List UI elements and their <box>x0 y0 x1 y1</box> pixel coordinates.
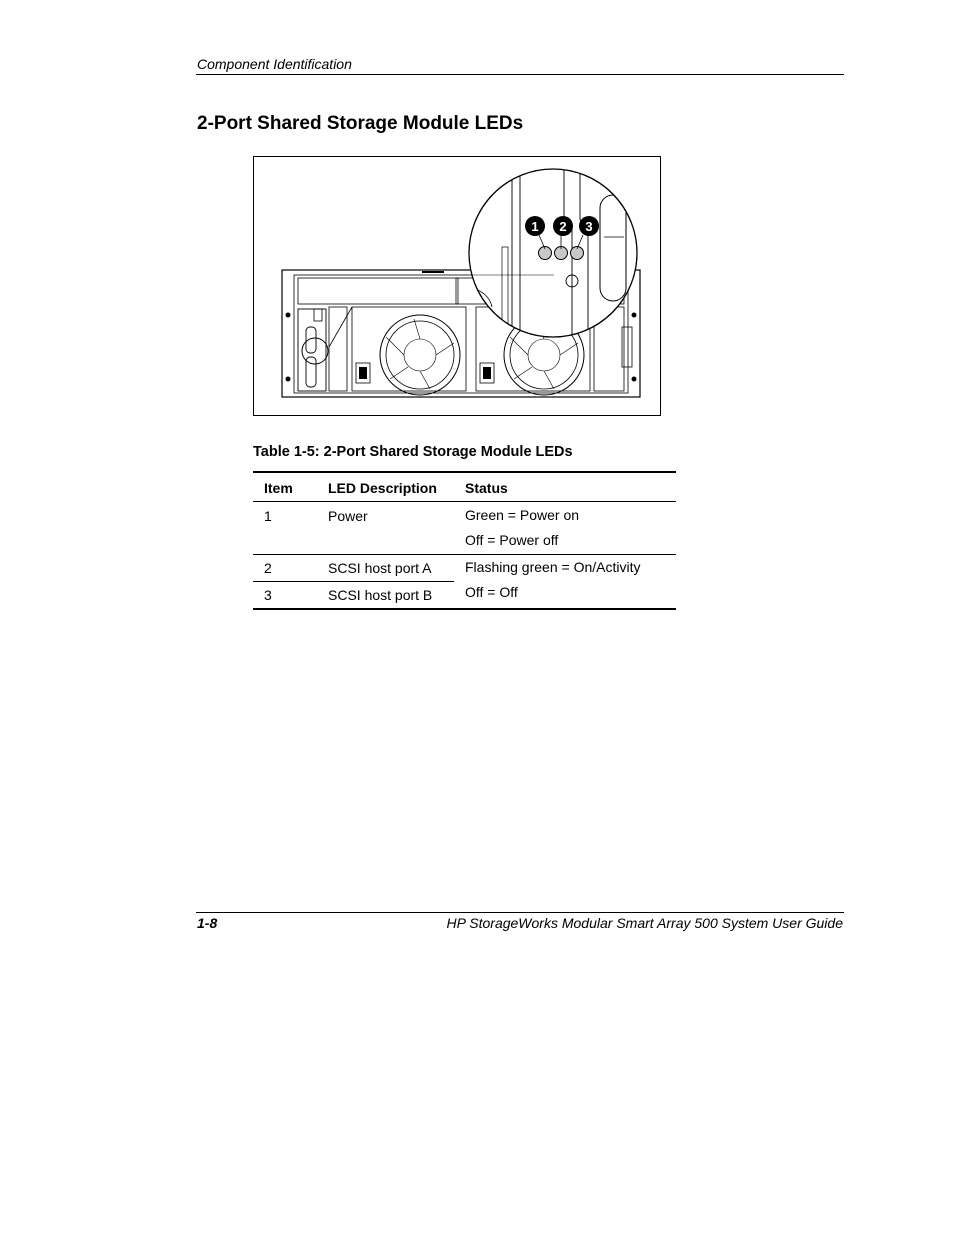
cell-item: 1 <box>264 508 272 524</box>
footer-rule <box>196 912 844 913</box>
header-rule <box>196 74 844 75</box>
column-header-description: LED Description <box>317 472 454 502</box>
column-header-status: Status <box>454 472 676 502</box>
table-row <box>253 555 676 582</box>
status-line: Off = Off <box>465 584 518 600</box>
table-row <box>253 502 676 555</box>
status-line: Off = Power off <box>465 532 559 548</box>
cell-status <box>454 555 676 610</box>
status-line: Green = Power on <box>465 507 580 523</box>
cell-description: SCSI host port A <box>317 555 454 582</box>
document-title: HP StorageWorks Modular Smart Array 500 System User Guide <box>446 915 843 931</box>
table-header-row <box>253 472 676 502</box>
callout-2: 2 <box>559 219 567 234</box>
section-title: 2-Port Shared Storage Module LEDs <box>197 113 524 134</box>
status-line: Flashing green = On/Activity <box>465 559 641 575</box>
running-header: Component Identification <box>197 56 352 72</box>
cell-item: 2 <box>253 555 317 582</box>
page-number: 1-8 <box>197 915 218 931</box>
led-table <box>253 471 676 610</box>
column-header-item: Item <box>253 472 317 502</box>
callout-1: 1 <box>531 219 539 234</box>
cell-description: Power <box>328 508 368 524</box>
enclosure-illustration <box>254 157 662 417</box>
module-led-figure <box>253 156 661 416</box>
callout-3: 3 <box>585 219 593 234</box>
table-caption: Table 1-5: 2-Port Shared Storage Module LEDs <box>253 444 573 460</box>
cell-status <box>454 502 676 555</box>
cell-item: 3 <box>253 582 317 610</box>
cell-description: SCSI host port B <box>317 582 454 610</box>
